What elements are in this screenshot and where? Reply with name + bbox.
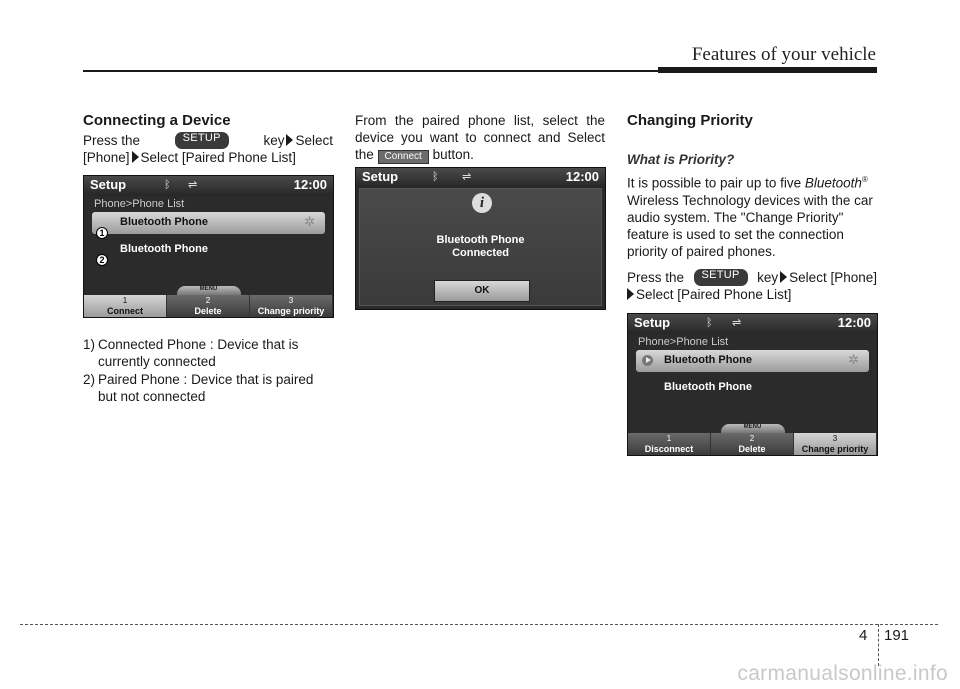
softkey-number: 1 xyxy=(122,296,128,305)
list-item-label: Bluetooth Phone xyxy=(664,381,752,393)
softkey-number: 3 xyxy=(832,434,838,443)
usb-icon: ⇌ xyxy=(188,179,198,191)
arrow-right-icon xyxy=(286,134,293,146)
instruction-text: Select [Phone] xyxy=(789,270,877,285)
section-heading-connecting: Connecting a Device xyxy=(83,112,231,129)
usb-icon: ⇌ xyxy=(462,171,472,183)
screen-title: Setup xyxy=(634,315,671,330)
menu-tab[interactable]: MENU xyxy=(177,286,241,295)
footnote-text: Connected Phone : Device that is currently connected xyxy=(98,337,299,369)
instruction-text: Select [Paired Phone List] xyxy=(140,150,296,165)
screen-clock: 12:00 xyxy=(293,177,327,192)
footer-rule xyxy=(20,624,938,625)
softkey-label: Change priority xyxy=(257,306,325,316)
list-item-label: Bluetooth Phone xyxy=(120,216,208,228)
softkey-number: 3 xyxy=(288,296,294,305)
list-item-connected-phone[interactable] xyxy=(636,350,869,372)
footnote-item xyxy=(83,336,333,370)
chapter-number: 4 xyxy=(859,627,868,644)
instruction-text: Select xyxy=(295,133,333,148)
usb-icon: ⇌ xyxy=(732,317,742,329)
instruction-text: key xyxy=(263,133,285,148)
list-item-paired-phone[interactable] xyxy=(636,377,869,399)
description-text: It is possible to pair up to five xyxy=(627,175,802,191)
instruction-text: key xyxy=(757,270,779,285)
screen-title: Setup xyxy=(362,169,399,184)
connected-popup-screen xyxy=(355,167,606,310)
watermark: carmanualsonline.info xyxy=(737,662,948,685)
change-priority-softkey[interactable] xyxy=(794,433,877,455)
softkey-label: Disconnect xyxy=(644,444,694,454)
instruction-text: Select [Paired Phone List] xyxy=(636,287,792,302)
header-rule-accent xyxy=(658,67,877,73)
softkey-label: Delete xyxy=(194,306,222,316)
page-header-title: Features of your vehicle xyxy=(691,44,876,65)
list-item-paired-phone[interactable] xyxy=(92,239,325,261)
instruction-text: From the paired phone list, select the device you want to connect and Select the xyxy=(355,113,605,162)
delete-softkey[interactable] xyxy=(167,295,250,317)
bluetooth-icon: ᛒ xyxy=(432,171,439,183)
page-number: 191 xyxy=(884,627,910,644)
arrow-right-icon xyxy=(627,288,634,300)
instruction-text: [Phone] xyxy=(83,150,130,165)
play-icon xyxy=(642,355,653,366)
footnote-list xyxy=(83,336,333,405)
callout-marker: 1 xyxy=(96,227,108,239)
screen-clock: 12:00 xyxy=(837,315,871,330)
softkey-number: 2 xyxy=(749,434,755,443)
priority-instruction xyxy=(627,269,877,303)
arrow-right-icon xyxy=(132,151,139,163)
screen-breadcrumb: Phone>Phone List xyxy=(94,198,185,210)
menu-tab[interactable]: MENU xyxy=(721,424,785,433)
arrow-right-icon xyxy=(780,271,787,283)
instruction-paragraph xyxy=(83,132,333,166)
screen-softkey-bar xyxy=(84,295,333,317)
popup-message xyxy=(360,234,601,260)
screen-title-bar xyxy=(84,176,333,196)
list-item-label: Bluetooth Phone xyxy=(664,354,752,366)
footnote-item xyxy=(83,371,333,405)
screen-title: Setup xyxy=(90,177,127,192)
section-heading-priority: Changing Priority xyxy=(627,112,753,129)
delete-softkey[interactable] xyxy=(711,433,794,455)
screen-breadcrumb: Phone>Phone List xyxy=(638,336,729,348)
setup-key-badge: SETUP xyxy=(694,269,748,286)
footnote-number: 2) xyxy=(83,372,96,387)
setup-key-badge: SETUP xyxy=(175,132,229,149)
connect-instruction xyxy=(355,112,605,164)
brand-name: Bluetooth xyxy=(804,175,862,191)
footnote-number: 1) xyxy=(83,337,96,352)
change-priority-softkey[interactable] xyxy=(250,295,333,317)
instruction-text: button. xyxy=(432,147,474,162)
softkey-label: Change priority xyxy=(801,444,869,454)
connect-button-badge: Connect xyxy=(378,150,429,164)
instruction-text: Press the xyxy=(627,270,685,285)
popup-message-line: Bluetooth Phone xyxy=(436,234,525,246)
ok-button[interactable]: OK xyxy=(434,280,530,302)
softkey-label: Delete xyxy=(738,444,766,454)
description-text: Wireless Technology devices with the car audio system. The "Change Priority" feature is used to set the connection priority of paired phones. xyxy=(627,192,873,259)
callout-marker: 2 xyxy=(96,254,108,266)
phone-list-priority-screen xyxy=(627,313,878,456)
footnote-text: Paired Phone : Device that is paired but not connected xyxy=(98,372,314,404)
star-icon: ✲ xyxy=(304,214,315,229)
registered-mark: ® xyxy=(861,175,868,184)
screen-softkey-bar xyxy=(628,433,877,455)
bluetooth-icon: ᛒ xyxy=(164,179,171,191)
popup-message-line: Connected xyxy=(452,247,509,259)
disconnect-softkey[interactable] xyxy=(628,433,711,455)
bluetooth-icon: ᛒ xyxy=(706,317,713,329)
screen-clock: 12:00 xyxy=(565,169,599,184)
footer-divider xyxy=(878,624,879,666)
softkey-label: Connect xyxy=(107,306,143,316)
star-icon: ✲ xyxy=(848,352,859,367)
subheading-what-is-priority: What is Priority? xyxy=(627,152,735,167)
popup-dialog xyxy=(359,188,602,306)
phone-list-screen xyxy=(83,175,334,318)
priority-description xyxy=(627,171,877,260)
list-item-connected-phone[interactable] xyxy=(92,212,325,234)
connect-softkey[interactable] xyxy=(84,295,167,317)
softkey-number: 1 xyxy=(666,434,672,443)
softkey-number: 2 xyxy=(205,296,211,305)
info-icon: i xyxy=(472,193,492,213)
list-item-label: Bluetooth Phone xyxy=(120,243,208,255)
instruction-text: Press the xyxy=(83,133,141,148)
screen-title-bar xyxy=(628,314,877,334)
screen-title-bar xyxy=(356,168,605,188)
